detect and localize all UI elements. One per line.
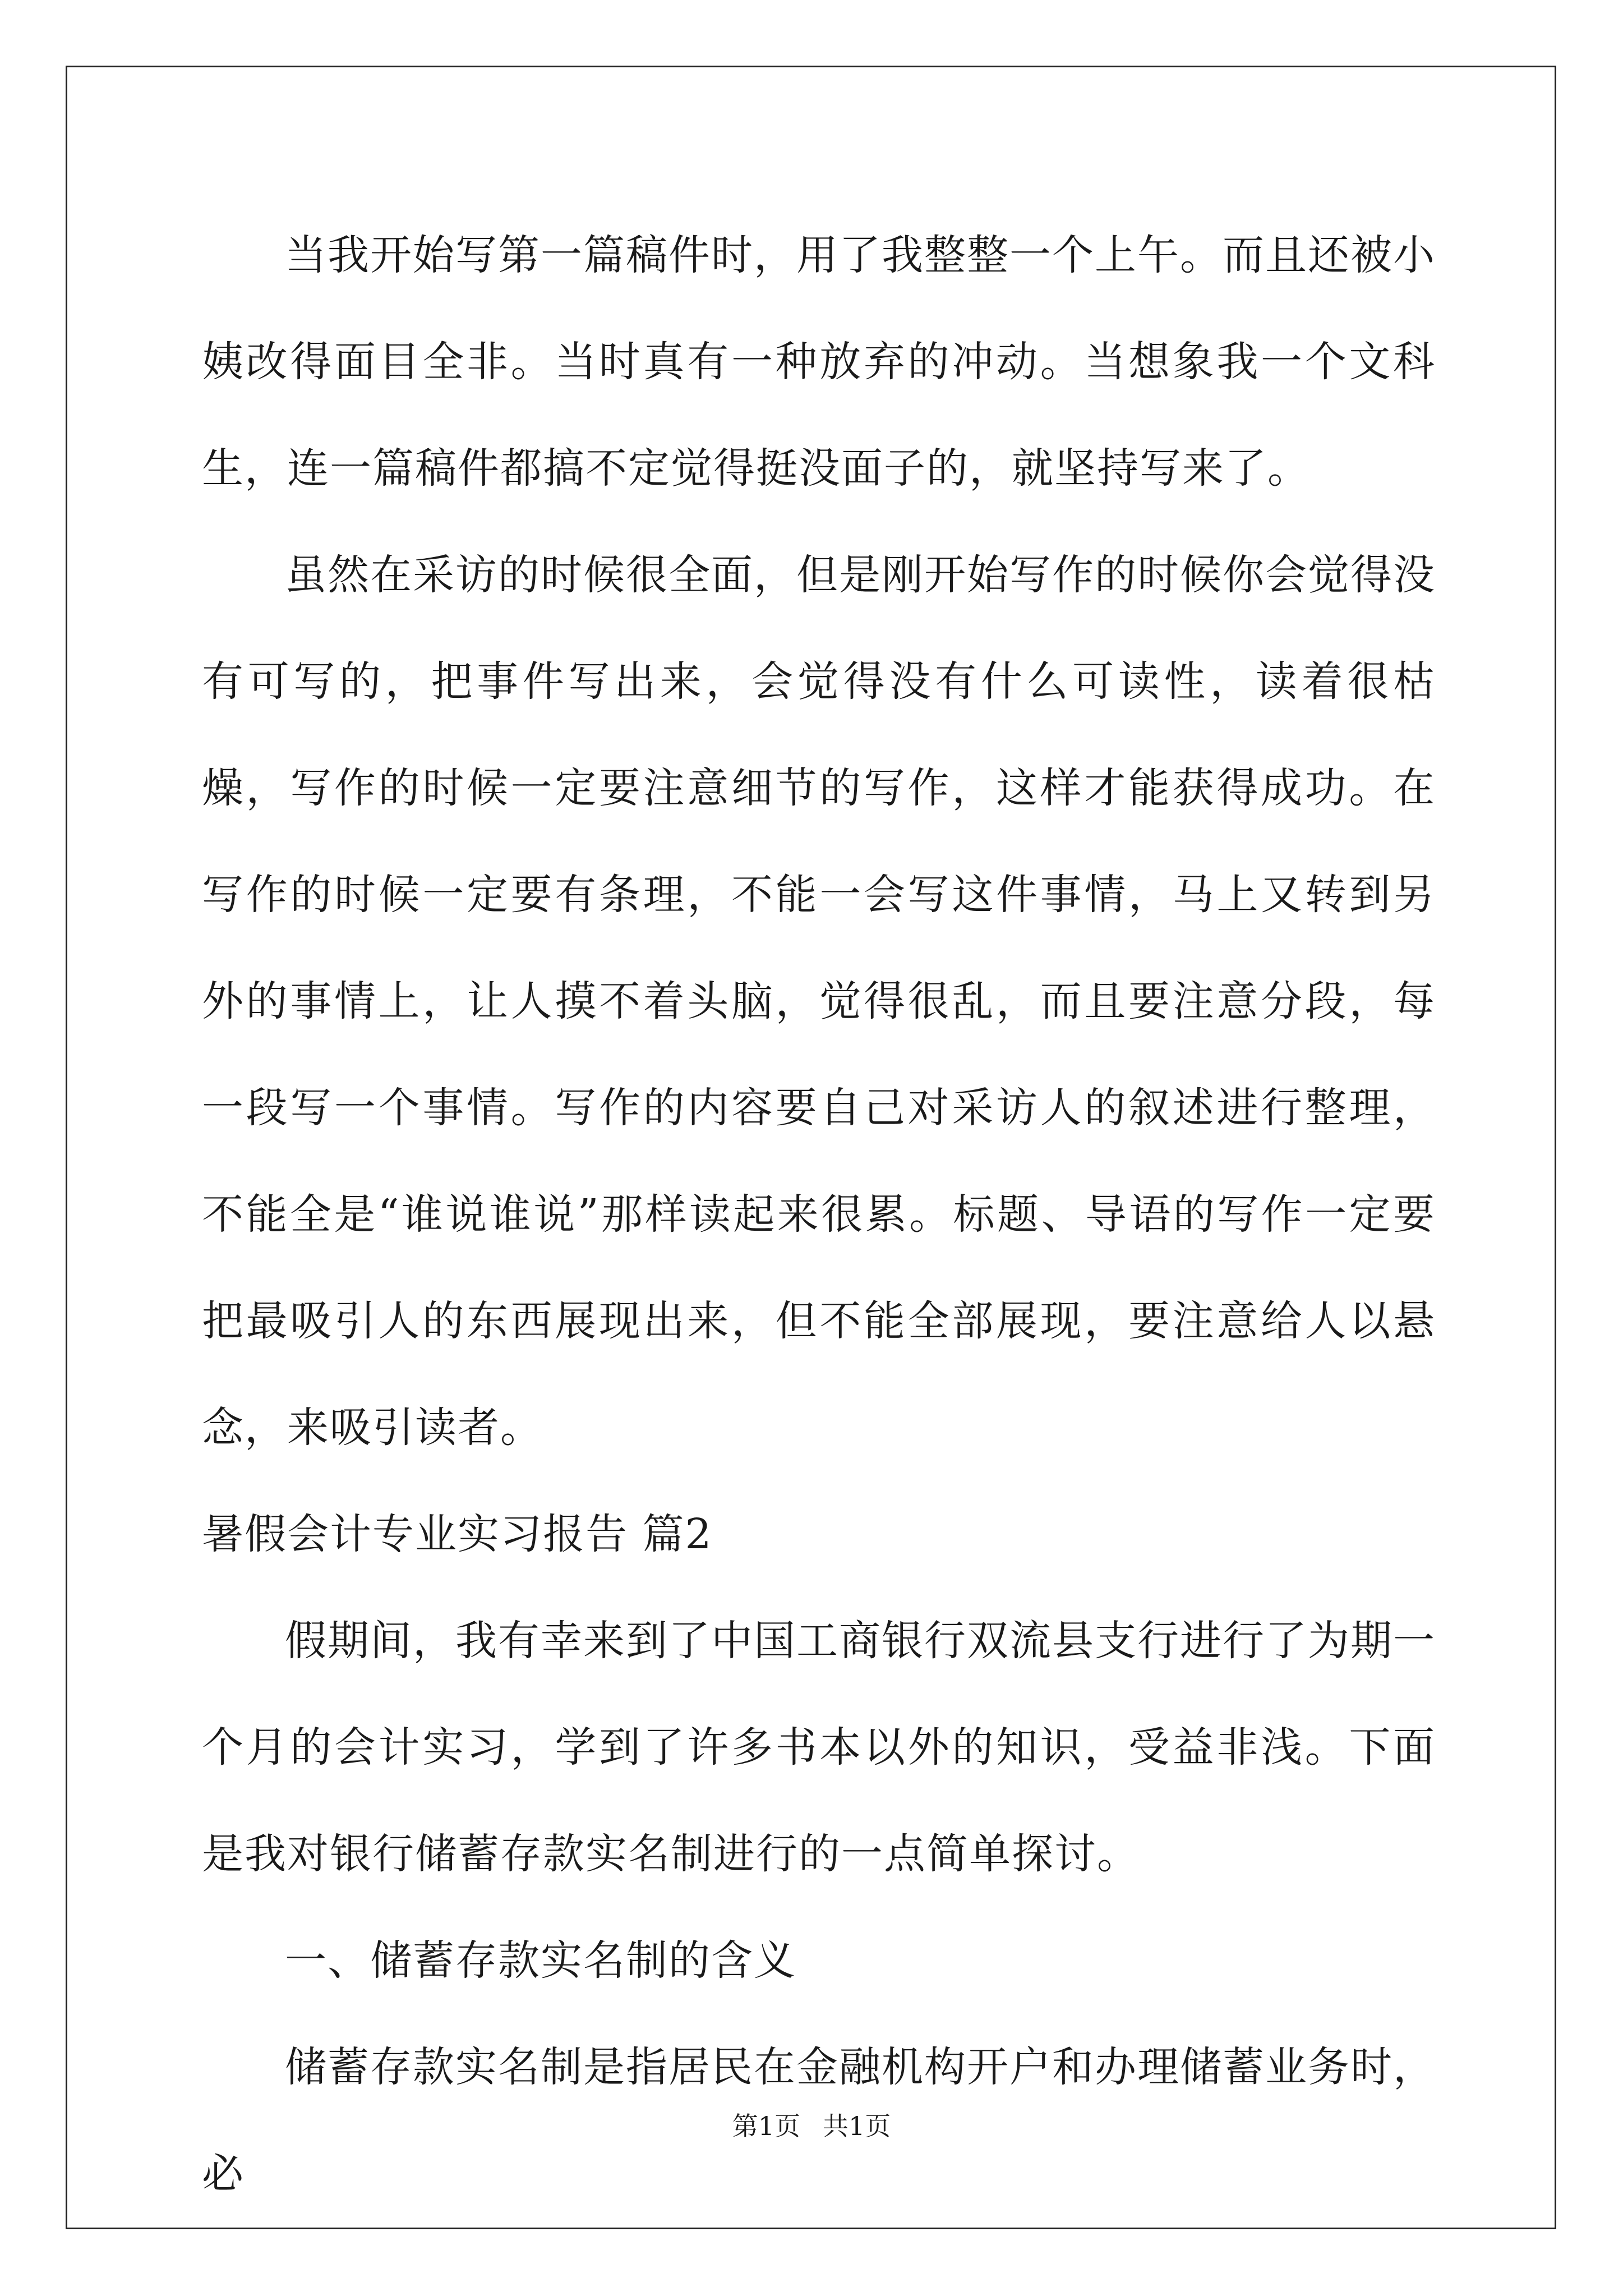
page-number: 第1页: [732, 2111, 800, 2141]
document-body: [202, 202, 1436, 2227]
paragraph-4: 储蓄存款实名制是指居民在金融机构开户和办理储蓄业务时，必: [202, 2043, 1436, 2198]
paragraph-2: 虽然在采访的时候很全面，但是刚开始写作的时候你会觉得没有可写的，把事件写出来，会觉得没有什么可读性，读着很枯燥，写作的时候一定要注意细节的写作，这样才能获得成功。在写作的时候一定要有条理，不能一会写这件事情，马上又转到另外的事情上，让人摸不着头脑，觉得很乱，而且要注意分段，每一段写一个事情。写作的内容要自己对采访人的叙述进行整理，不能全是“谁说谁说”那样读起来很累。标题、导语的写作一定要把最吸引人的东西展现出来，但不能全部展现，要注意给人以悬念，来吸引读者。: [202, 551, 1436, 1452]
paragraph-3: 假期间，我有幸来到了中国工商银行双流县支行进行了为期一个月的会计实习，学到了许多书本以外的知识，受益非浅。下面是我对银行储蓄存款实名制进行的一点简单探讨。: [202, 1617, 1436, 1878]
paragraph-1: 当我开始写第一篇稿件时，用了我整整一个上午。而且还被小姨改得面目全非。当时真有一种放弃的冲动。当想象我一个文科生，连一篇稿件都搞不定觉得挺没面子的，就坚持写来了。: [202, 231, 1436, 493]
section-heading: 暑假会计专业实习报告 篇2: [202, 1510, 713, 1558]
page-footer: [0, 2109, 1623, 2143]
subsection-heading: 一、储蓄存款实名制的含义: [285, 1936, 796, 1985]
page-total: 共1页: [823, 2111, 891, 2141]
